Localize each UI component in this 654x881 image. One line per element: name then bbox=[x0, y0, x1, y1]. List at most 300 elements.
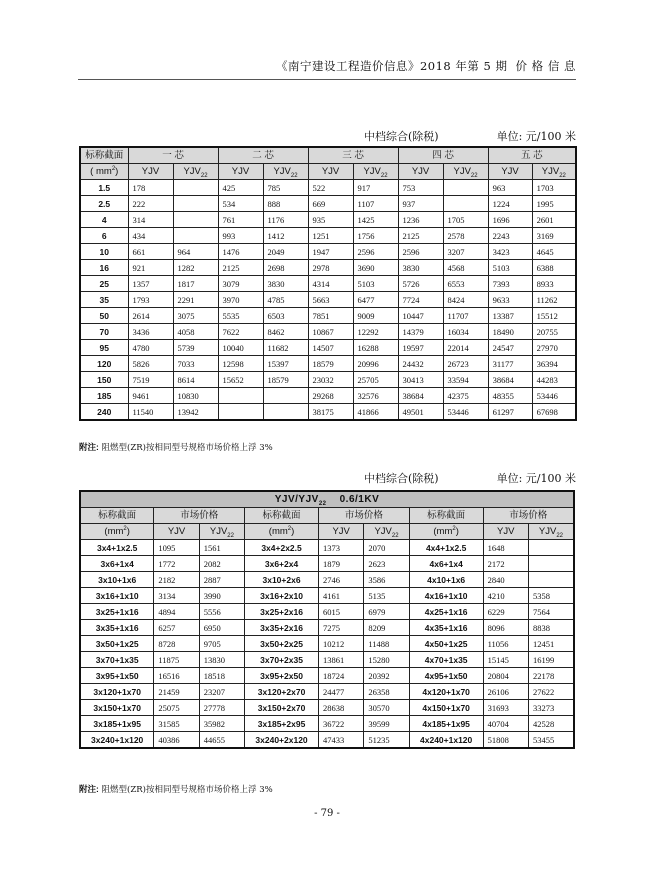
t1-group-header: 一 芯 bbox=[128, 147, 218, 164]
price-cell: 25705 bbox=[353, 372, 398, 388]
price-cell: 48355 bbox=[488, 388, 532, 404]
price-cell: 53446 bbox=[532, 388, 576, 404]
t1-sub-yjv-text: YJV bbox=[321, 165, 340, 177]
t2-unit-sup: 2 bbox=[452, 525, 456, 532]
spec-cell: 4x6+1x4 bbox=[409, 556, 483, 572]
price-cell: 8096 bbox=[483, 620, 528, 636]
t2-title-text: YJV/YJV bbox=[274, 493, 319, 505]
price-cell: 7851 bbox=[308, 308, 353, 324]
price-cell: 2049 bbox=[263, 244, 308, 260]
spec-cell: 3x120+2x70 bbox=[245, 684, 319, 700]
price-cell bbox=[443, 180, 488, 196]
price-cell: 44283 bbox=[532, 372, 576, 388]
t2-sub-yjv-text: YJV bbox=[497, 525, 515, 537]
price-cell: 24432 bbox=[398, 356, 443, 372]
price-cell: 31585 bbox=[154, 716, 199, 732]
t2-col-spec-header: 标称截面 bbox=[80, 508, 154, 524]
price-cell: 61297 bbox=[488, 404, 532, 421]
price-cell: 522 bbox=[308, 180, 353, 196]
spec-cell: 3x120+1x70 bbox=[80, 684, 154, 700]
price-cell: 42375 bbox=[443, 388, 488, 404]
spec-cell: 4x240+1x120 bbox=[409, 732, 483, 749]
spec-cell: 4x70+1x35 bbox=[409, 652, 483, 668]
price-cell: 10830 bbox=[173, 388, 218, 404]
table-row bbox=[80, 636, 574, 652]
price-cell: 7393 bbox=[488, 276, 532, 292]
price-cell: 4568 bbox=[443, 260, 488, 276]
t2-unit-label-close: ) bbox=[126, 525, 130, 537]
price-cell: 19597 bbox=[398, 340, 443, 356]
table-row bbox=[80, 212, 576, 228]
price-cell: 1879 bbox=[318, 556, 363, 572]
t2-col-spec-header: 标称截面 bbox=[409, 508, 483, 524]
price-cell: 937 bbox=[398, 196, 443, 212]
t2-sub-yjv22 bbox=[199, 524, 244, 540]
price-cell: 2125 bbox=[398, 228, 443, 244]
t1-sub-yjv22-text: YJV bbox=[363, 165, 381, 177]
t1-sub-yjv bbox=[398, 164, 443, 180]
t1-sub-yjv22 bbox=[173, 164, 218, 180]
t2-title bbox=[80, 491, 574, 508]
table-row bbox=[80, 404, 576, 421]
price-cell: 761 bbox=[218, 212, 263, 228]
t1-sub-yjv-text: YJV bbox=[501, 165, 519, 177]
price-cell: 1561 bbox=[199, 540, 244, 556]
price-cell: 1703 bbox=[532, 180, 576, 196]
price-cell: 20755 bbox=[532, 324, 576, 340]
price-cell: 33594 bbox=[443, 372, 488, 388]
price-cell: 44655 bbox=[199, 732, 244, 749]
price-cell: 9705 bbox=[199, 636, 244, 652]
spec-cell: 4x16+1x10 bbox=[409, 588, 483, 604]
table-row bbox=[80, 716, 574, 732]
t2-unit-label-text: (mm bbox=[104, 525, 124, 537]
price-cell: 6388 bbox=[532, 260, 576, 276]
t2-unit-label-text: (mm bbox=[433, 525, 453, 537]
spec-cell: 3x16+2x10 bbox=[245, 588, 319, 604]
price-cell: 22178 bbox=[528, 668, 574, 684]
t2-sub-yjv22-text: YJV bbox=[538, 525, 557, 537]
table-row bbox=[80, 388, 576, 404]
t1-group-header: 四 芯 bbox=[398, 147, 488, 164]
t1-caption-line bbox=[364, 128, 576, 144]
spec-cell: 3x240+2x120 bbox=[245, 732, 319, 749]
price-cell bbox=[218, 388, 263, 404]
price-cell: 38684 bbox=[488, 372, 532, 388]
t1-group-header: 二 芯 bbox=[218, 147, 308, 164]
price-cell: 12292 bbox=[353, 324, 398, 340]
price-cell: 10040 bbox=[218, 340, 263, 356]
t1-note bbox=[79, 441, 273, 453]
price-cell: 24477 bbox=[318, 684, 363, 700]
cross-section-cell: 16 bbox=[80, 260, 128, 276]
table-row bbox=[80, 556, 574, 572]
price-cell: 5726 bbox=[398, 276, 443, 292]
price-cell: 16199 bbox=[528, 652, 574, 668]
t1-sub-yjv22-suffix: 22 bbox=[200, 172, 208, 179]
t2-sub-yjv22-suffix: 22 bbox=[227, 532, 234, 539]
t2-unit-label bbox=[80, 524, 154, 540]
spec-cell: 3x150+2x70 bbox=[245, 700, 319, 716]
price-cell: 5826 bbox=[128, 356, 173, 372]
price-cell: 2082 bbox=[199, 556, 244, 572]
price-cell bbox=[528, 556, 574, 572]
table-row bbox=[80, 196, 576, 212]
price-cell: 26723 bbox=[443, 356, 488, 372]
price-cell: 222 bbox=[128, 196, 173, 212]
price-cell: 27778 bbox=[199, 700, 244, 716]
price-cell: 13387 bbox=[488, 308, 532, 324]
price-cell: 22014 bbox=[443, 340, 488, 356]
price-cell: 669 bbox=[308, 196, 353, 212]
price-cell: 963 bbox=[488, 180, 532, 196]
spec-cell: 3x50+2x25 bbox=[245, 636, 319, 652]
t2-note bbox=[79, 783, 273, 795]
price-cell bbox=[173, 228, 218, 244]
price-cell: 39599 bbox=[364, 716, 409, 732]
table-row bbox=[80, 308, 576, 324]
spec-cell: 3x6+2x4 bbox=[245, 556, 319, 572]
price-cell: 1476 bbox=[218, 244, 263, 260]
t1-sub-yjv bbox=[308, 164, 353, 180]
price-cell: 26106 bbox=[483, 684, 528, 700]
t2-unit: 单位: 元/100 米 bbox=[496, 472, 576, 485]
t1-sub-yjv22-suffix: 22 bbox=[470, 172, 478, 179]
price-cell: 3830 bbox=[398, 260, 443, 276]
price-cell: 917 bbox=[353, 180, 398, 196]
table-row bbox=[80, 588, 574, 604]
spec-cell: 3x4+2x2.5 bbox=[245, 540, 319, 556]
t1-sub-yjv bbox=[128, 164, 173, 180]
t1-sub-yjv-text: YJV bbox=[411, 165, 430, 177]
t2-sub-yjv22-suffix: 22 bbox=[556, 532, 564, 539]
price-cell: 15512 bbox=[532, 308, 576, 324]
t2-sub-yjv-text: YJV bbox=[167, 525, 186, 537]
section-label: 价 格 信 息 bbox=[515, 59, 576, 73]
t2-col-price-header: 市场价格 bbox=[154, 508, 245, 524]
t2-col-spec-header: 标称截面 bbox=[245, 508, 319, 524]
price-cell: 1236 bbox=[398, 212, 443, 228]
price-cell: 38175 bbox=[308, 404, 353, 421]
price-cell: 26358 bbox=[364, 684, 409, 700]
price-cell: 1251 bbox=[308, 228, 353, 244]
t2-sub-yjv22 bbox=[528, 524, 574, 540]
t2-unit-label-close: ) bbox=[291, 525, 295, 537]
spec-cell: 3x10+2x6 bbox=[245, 572, 319, 588]
spec-cell: 4x120+1x70 bbox=[409, 684, 483, 700]
price-cell: 1947 bbox=[308, 244, 353, 260]
t2-sub-yjv bbox=[318, 524, 363, 540]
header-rule bbox=[78, 79, 576, 80]
price-cell: 5135 bbox=[364, 588, 409, 604]
table-row bbox=[80, 572, 574, 588]
price-cell: 1176 bbox=[263, 212, 308, 228]
price-cell: 6950 bbox=[199, 620, 244, 636]
price-cell: 18724 bbox=[318, 668, 363, 684]
t1-note-label: 附注: bbox=[79, 442, 99, 452]
price-cell: 4780 bbox=[128, 340, 173, 356]
spec-cell: 3x35+2x16 bbox=[245, 620, 319, 636]
cross-section-cell: 2.5 bbox=[80, 196, 128, 212]
table-row bbox=[80, 604, 574, 620]
price-cell: 7564 bbox=[528, 604, 574, 620]
price-cell: 15280 bbox=[364, 652, 409, 668]
price-cell: 23207 bbox=[199, 684, 244, 700]
price-cell bbox=[173, 180, 218, 196]
price-cell: 964 bbox=[173, 244, 218, 260]
t2-unit-label bbox=[409, 524, 483, 540]
price-cell: 2070 bbox=[364, 540, 409, 556]
price-cell: 1648 bbox=[483, 540, 528, 556]
table-row bbox=[80, 668, 574, 684]
spec-cell: 4x25+1x16 bbox=[409, 604, 483, 620]
price-cell: 10447 bbox=[398, 308, 443, 324]
issue-label: 2018 年第 5 期 bbox=[419, 59, 508, 73]
price-cell: 36722 bbox=[318, 716, 363, 732]
t1-group-header: 五 芯 bbox=[488, 147, 576, 164]
price-cell: 15397 bbox=[263, 356, 308, 372]
price-cell: 7519 bbox=[128, 372, 173, 388]
price-cell: 4161 bbox=[318, 588, 363, 604]
price-cell: 12598 bbox=[218, 356, 263, 372]
price-cell: 2614 bbox=[128, 308, 173, 324]
price-cell: 7033 bbox=[173, 356, 218, 372]
price-cell: 993 bbox=[218, 228, 263, 244]
price-cell: 1756 bbox=[353, 228, 398, 244]
price-cell: 3990 bbox=[199, 588, 244, 604]
price-cell: 888 bbox=[263, 196, 308, 212]
price-cell: 18518 bbox=[199, 668, 244, 684]
price-cell: 31177 bbox=[488, 356, 532, 372]
price-cell bbox=[443, 196, 488, 212]
price-cell: 16516 bbox=[154, 668, 199, 684]
spec-cell: 3x95+2x50 bbox=[245, 668, 319, 684]
price-cell: 5535 bbox=[218, 308, 263, 324]
spec-cell: 4x95+1x50 bbox=[409, 668, 483, 684]
price-cell: 11540 bbox=[128, 404, 173, 421]
price-cell: 4645 bbox=[532, 244, 576, 260]
price-cell: 51808 bbox=[483, 732, 528, 749]
price-cell bbox=[528, 572, 574, 588]
price-cell: 178 bbox=[128, 180, 173, 196]
price-cell: 1425 bbox=[353, 212, 398, 228]
price-cell: 1705 bbox=[443, 212, 488, 228]
price-cell: 9461 bbox=[128, 388, 173, 404]
cross-section-cell: 10 bbox=[80, 244, 128, 260]
t1-sub-yjv bbox=[218, 164, 263, 180]
t1-sub-yjv22 bbox=[443, 164, 488, 180]
spec-cell: 3x50+1x25 bbox=[80, 636, 154, 652]
table-row bbox=[80, 180, 576, 196]
price-cell: 40704 bbox=[483, 716, 528, 732]
spec-cell: 3x4+1x2.5 bbox=[80, 540, 154, 556]
t2-unit-label-close: ) bbox=[455, 525, 459, 537]
spec-cell: 3x70+2x35 bbox=[245, 652, 319, 668]
price-cell: 3690 bbox=[353, 260, 398, 276]
price-cell: 2840 bbox=[483, 572, 528, 588]
price-cell: 2243 bbox=[488, 228, 532, 244]
t1-sub-yjv22-text: YJV bbox=[273, 165, 291, 177]
price-cell: 5103 bbox=[488, 260, 532, 276]
t1-corner-label: 标称截面 bbox=[80, 147, 128, 164]
t2-sub-yjv bbox=[154, 524, 199, 540]
price-cell: 27970 bbox=[532, 340, 576, 356]
price-cell: 425 bbox=[218, 180, 263, 196]
cross-section-cell: 120 bbox=[80, 356, 128, 372]
price-cell: 8424 bbox=[443, 292, 488, 308]
price-cell bbox=[218, 404, 263, 421]
price-cell: 785 bbox=[263, 180, 308, 196]
price-cell: 3423 bbox=[488, 244, 532, 260]
cable-price-table-1 bbox=[79, 146, 577, 421]
table-row bbox=[80, 324, 576, 340]
t2-unit-sup: 2 bbox=[287, 525, 292, 532]
cross-section-cell: 150 bbox=[80, 372, 128, 388]
cross-section-cell: 95 bbox=[80, 340, 128, 356]
spec-cell: 3x185+2x95 bbox=[245, 716, 319, 732]
price-cell: 9009 bbox=[353, 308, 398, 324]
table-row bbox=[80, 356, 576, 372]
price-cell: 30413 bbox=[398, 372, 443, 388]
page-number: - 79 - bbox=[314, 808, 340, 819]
price-cell: 51235 bbox=[364, 732, 409, 749]
t1-sub-yjv22 bbox=[263, 164, 308, 180]
t1-sub-yjv22-text: YJV bbox=[541, 165, 560, 177]
table-row bbox=[80, 372, 576, 388]
price-cell: 2125 bbox=[218, 260, 263, 276]
price-cell: 30570 bbox=[364, 700, 409, 716]
spec-cell: 3x185+1x95 bbox=[80, 716, 154, 732]
spec-cell: 3x25+2x16 bbox=[245, 604, 319, 620]
price-cell: 10867 bbox=[308, 324, 353, 340]
price-cell: 3830 bbox=[263, 276, 308, 292]
price-cell: 8209 bbox=[364, 620, 409, 636]
spec-cell: 3x10+1x6 bbox=[80, 572, 154, 588]
price-cell: 8933 bbox=[532, 276, 576, 292]
price-cell: 5103 bbox=[353, 276, 398, 292]
t2-title-sub: 22 bbox=[318, 500, 327, 507]
price-cell: 1817 bbox=[173, 276, 218, 292]
price-cell: 11682 bbox=[263, 340, 308, 356]
t1-note-text: 阻燃型(ZR)按相同型号规格市场价格上浮 3% bbox=[101, 443, 273, 453]
price-cell: 7724 bbox=[398, 292, 443, 308]
price-cell: 2746 bbox=[318, 572, 363, 588]
price-cell: 9633 bbox=[488, 292, 532, 308]
t1-group-header: 三 芯 bbox=[308, 147, 398, 164]
price-cell: 11488 bbox=[364, 636, 409, 652]
price-cell: 20392 bbox=[364, 668, 409, 684]
spec-cell: 3x35+1x16 bbox=[80, 620, 154, 636]
price-cell: 1412 bbox=[263, 228, 308, 244]
t2-col-price-header: 市场价格 bbox=[483, 508, 574, 524]
spec-cell: 3x240+1x120 bbox=[80, 732, 154, 749]
t1-sub-yjv22 bbox=[532, 164, 576, 180]
price-cell: 13830 bbox=[199, 652, 244, 668]
price-cell: 6257 bbox=[154, 620, 199, 636]
price-cell bbox=[263, 404, 308, 421]
price-cell: 27622 bbox=[528, 684, 574, 700]
t2-caption: 中档综合(除税) bbox=[364, 472, 439, 485]
price-cell: 18579 bbox=[263, 372, 308, 388]
price-cell: 6553 bbox=[443, 276, 488, 292]
price-cell: 7275 bbox=[318, 620, 363, 636]
price-cell: 3134 bbox=[154, 588, 199, 604]
table-row bbox=[80, 292, 576, 308]
table-row bbox=[80, 540, 574, 556]
price-cell: 10212 bbox=[318, 636, 363, 652]
price-cell: 935 bbox=[308, 212, 353, 228]
price-cell: 40386 bbox=[154, 732, 199, 749]
cross-section-cell: 6 bbox=[80, 228, 128, 244]
t1-unit-label: ( $mm^2$) bbox=[80, 164, 128, 180]
price-cell: 41866 bbox=[353, 404, 398, 421]
price-cell: 36394 bbox=[532, 356, 576, 372]
price-cell: 20804 bbox=[483, 668, 528, 684]
cross-section-cell: 4 bbox=[80, 212, 128, 228]
price-cell: 753 bbox=[398, 180, 443, 196]
table-row bbox=[80, 700, 574, 716]
price-cell: 1282 bbox=[173, 260, 218, 276]
t2-unit-label-text: (mm bbox=[268, 525, 288, 537]
t1-sub-yjv22-text: YJV bbox=[453, 165, 471, 177]
cable-price-table-2 bbox=[79, 490, 575, 749]
spec-cell: 4x10+1x6 bbox=[409, 572, 483, 588]
price-cell: 6477 bbox=[353, 292, 398, 308]
table-row bbox=[80, 244, 576, 260]
price-cell: 14379 bbox=[398, 324, 443, 340]
price-cell: 2596 bbox=[398, 244, 443, 260]
t2-sub-yjv22 bbox=[364, 524, 409, 540]
spec-cell: 4x50+1x25 bbox=[409, 636, 483, 652]
t2-note-text: 阻燃型(ZR)按相同型号规格市场价格上浮 3% bbox=[101, 785, 273, 795]
price-cell: 13942 bbox=[173, 404, 218, 421]
price-cell: 35982 bbox=[199, 716, 244, 732]
price-cell: 47433 bbox=[318, 732, 363, 749]
price-cell: 5358 bbox=[528, 588, 574, 604]
price-cell: 8462 bbox=[263, 324, 308, 340]
price-cell: 1107 bbox=[353, 196, 398, 212]
spec-cell: 3x16+1x10 bbox=[80, 588, 154, 604]
price-cell: 49501 bbox=[398, 404, 443, 421]
price-cell: 8728 bbox=[154, 636, 199, 652]
price-cell: 8614 bbox=[173, 372, 218, 388]
price-cell: 3207 bbox=[443, 244, 488, 260]
t1-sub-yjv bbox=[488, 164, 532, 180]
price-cell: 1095 bbox=[154, 540, 199, 556]
price-cell: 1357 bbox=[128, 276, 173, 292]
t1-sub-yjv22-suffix: 22 bbox=[290, 172, 298, 179]
cross-section-cell: 240 bbox=[80, 404, 128, 421]
price-cell: 1373 bbox=[318, 540, 363, 556]
cross-section-cell: 50 bbox=[80, 308, 128, 324]
price-cell: 31693 bbox=[483, 700, 528, 716]
price-cell: 23032 bbox=[308, 372, 353, 388]
spec-cell: 4x4+1x2.5 bbox=[409, 540, 483, 556]
spec-cell: 4x35+1x16 bbox=[409, 620, 483, 636]
cross-section-cell: 70 bbox=[80, 324, 128, 340]
t2-title-tail: 0.6/1KV bbox=[339, 493, 380, 505]
t2-col-price-header: 市场价格 bbox=[318, 508, 409, 524]
price-cell: 1793 bbox=[128, 292, 173, 308]
price-cell: 2596 bbox=[353, 244, 398, 260]
t1-sub-yjv-text: YJV bbox=[231, 165, 250, 177]
price-cell: 5663 bbox=[308, 292, 353, 308]
t1-sub-yjv22-text: YJV bbox=[183, 165, 201, 177]
price-cell: 6229 bbox=[483, 604, 528, 620]
price-cell: 4894 bbox=[154, 604, 199, 620]
spec-cell: 4x150+1x70 bbox=[409, 700, 483, 716]
cross-section-cell: 35 bbox=[80, 292, 128, 308]
